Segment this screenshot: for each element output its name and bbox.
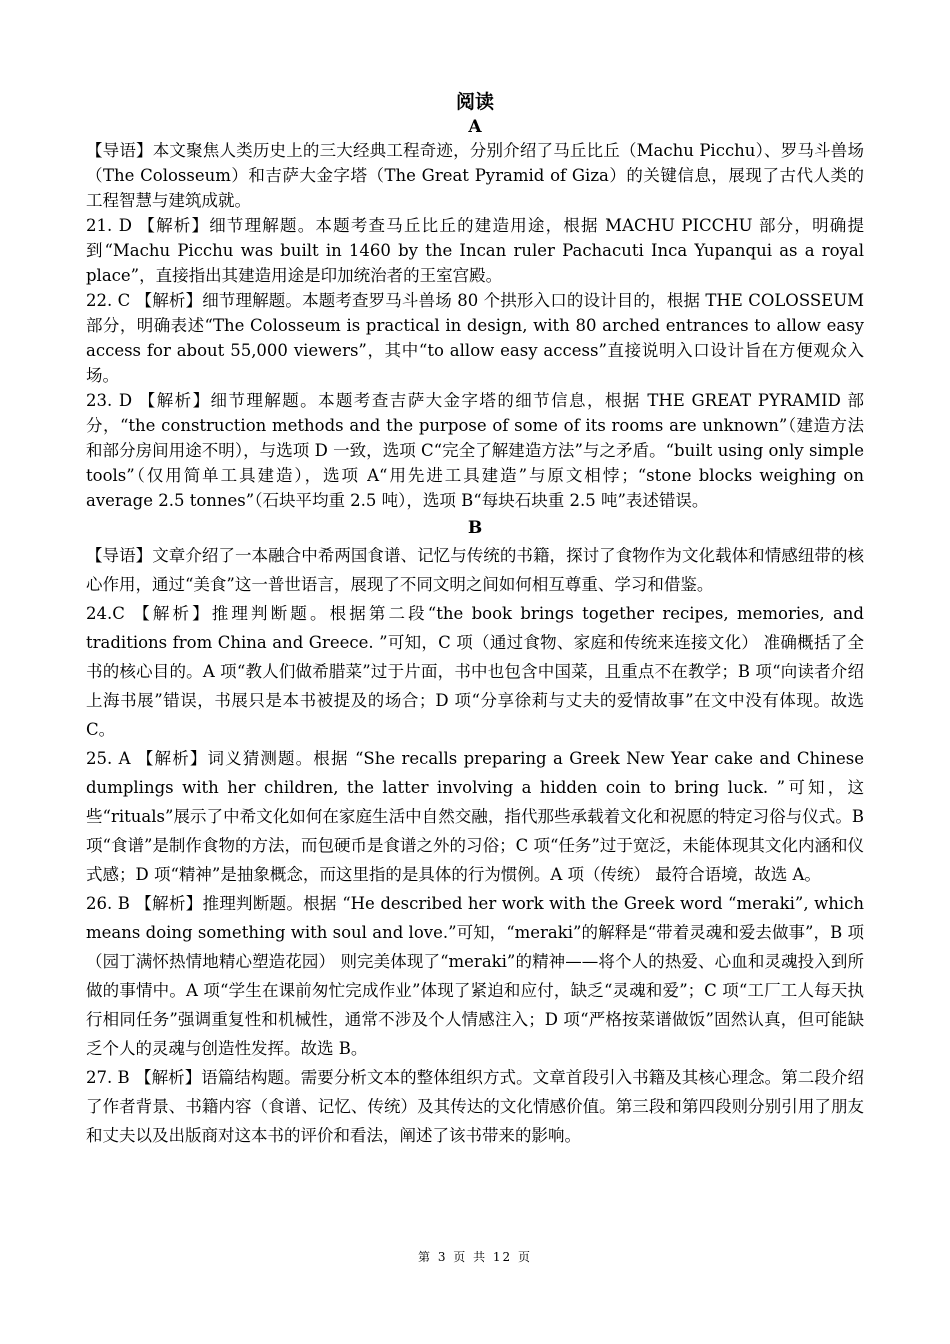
section-a-intro: 【导语】本文聚焦人类历史上的三大经典工程奇迹，分别介绍了马丘比丘（Machu Picchu）、罗马斗兽场（The Colosseum）和吉萨大金字塔（The Great Pyramid of Giza）的关键信息，展现了古代人类的工程智慧与建筑成就。 [86, 141, 864, 210]
section-b-intro: 【导语】文章介绍了一本融合中希两国食谱、记忆与传统的书籍，探讨了食物作为文化载体和情感纽带的核心作用，通过“美食”这一普世语言，展现了不同文明之间如何相互尊重、学习和借鉴。 [86, 546, 864, 594]
answer-22: 22. C 【解析】细节理解题。本题考查罗马斗兽场 80 个拱形入口的设计目的，根据 THE COLOSSEUM 部分，明确表述“The Colosseum is practical in design, with 80 arched entrances to allow easy access for about 55,000 viewers”，其中“to allow easy access”直接说明入口设计旨在方便观众入场。 [86, 291, 864, 385]
page-title: 阅读 [455, 91, 494, 113]
section-b-heading: B [467, 518, 483, 538]
answer-21: 21. D 【解析】细节理解题。本题考查马丘比丘的建造用途，根据 MACHU PICCHU 部分，明确提到“Machu Picchu was built in 1460 by the Incan ruler Pachacuti Inca Yupanqui as a royal place”，直接指出其建造用途是印加统治者的王室宫殿。 [86, 216, 864, 285]
answer-25: 25. A 【解析】词义猜测题。根据 “She recalls preparing a Greek New Year cake and Chinese dumplings with her children, the latter involving a hidden coin to bring luck. ”可知，这些“rituals”展示了中希文化如何在家庭生活中自然交融，指代那些承载着文化和祝愿的特定习俗与仪式。B 项“食谱”是制作食物的方法，而包硬币是食谱之外的习俗；C 项“任务”过于宽泛，未能体现其文化内涵和仪式感；D 项“精神”是抽象概念，而这里指的是具体的行为惯例。A 项（传统） 最符合语境，故选 A。 [86, 749, 864, 884]
section-b [86, 515, 864, 1150]
answer-23: 23. D 【解析】细节理解题。本题考查吉萨大金字塔的细节信息，根据 THE GREAT PYRAMID 部分，“the construction methods and the purpose of some of its rooms are unknown”（建造方法和部分房间用途不明），与选项 D 一致，选项 C“完全了解建造方法”与之矛盾。“built using only simple tools”（仅用简单工具建造），选项 A“用先进工具建造”与原文相悖；“stone blocks weighing on average 2.5 tonnes”（石块平均重 2.5 吨），选项 B“每块石块重 2.5 吨”表述错误。 [86, 391, 864, 510]
document-page [86, 88, 864, 1150]
page-footer: 第 3 页 共 12 页 [418, 1250, 532, 1264]
section-a [86, 116, 864, 513]
answer-24: 24.C 【解析】推理判断题。根据第二段“the book brings together recipes, memories, and traditions from China and Greece. ”可知，C 项（通过食物、家庭和传统来连接文化） 准确概括了全书的核心目的。A 项“教人们做希腊菜”过于片面，书中也包含中国菜，且重点不在教学；B 项“向读者介绍上海书展”错误，书展只是本书被提及的场合；D 项“分享徐莉与丈夫的爱情故事”在文中没有体现。故选 C。 [86, 604, 864, 739]
answer-27: 27. B 【解析】语篇结构题。需要分析文本的整体组织方式。文章首段引入书籍及其核心理念。第二段介绍了作者背景、书籍内容（食谱、记忆、传统）及其传达的文化情感价值。第三段和第四段则分别引用了朋友和丈夫以及出版商对这本书的评价和看法，阐述了该书带来的影响。 [86, 1068, 864, 1145]
section-a-heading: A [468, 117, 482, 137]
answer-26: 26. B 【解析】推理判断题。根据 “He described her work with the Greek word “meraki”, which means doing something with soul and love.”可知，“meraki”的解释是“带着灵魂和爱去做事”，B 项（园丁满怀热情地精心塑造花园） 则完美体现了“meraki”的精神——将个人的热爱、心血和灵魂投入到所做的事情中。A 项“学生在课前匆忙完成作业”体现了紧迫和应付，缺乏“灵魂和爱”；C 项“工厂工人每天执行相同任务”强调重复性和机械性，通常不涉及个人情感注入；D 项“严格按菜谱做饭”固然认真，但可能缺乏个人的灵魂与创造性发挥。故选 B。 [86, 894, 864, 1058]
